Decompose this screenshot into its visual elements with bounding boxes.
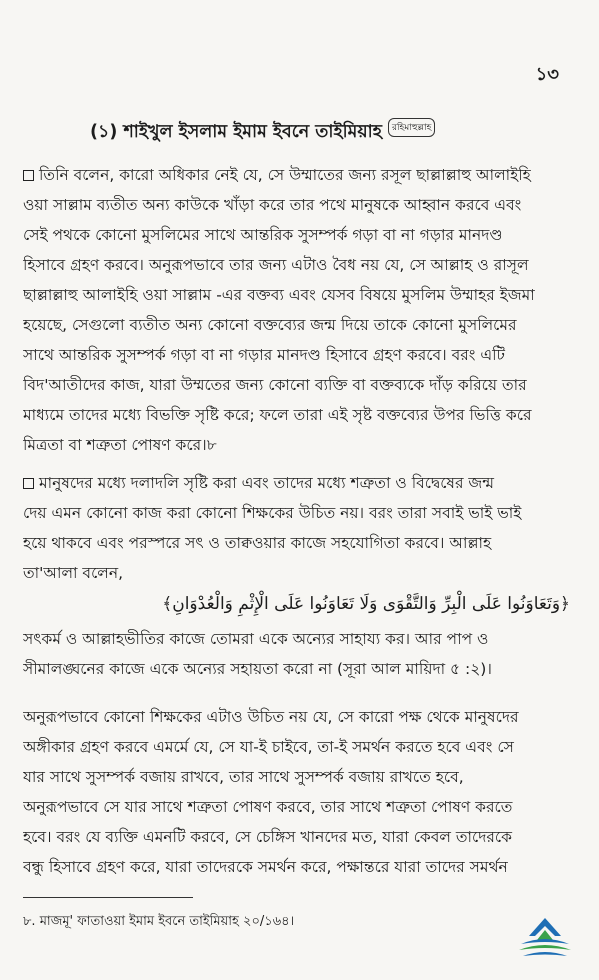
paragraph-line: সীমালঙ্ঘনের কাজে একে অন্যের সহায়তা করো না (সূরা আল মায়িদা ৫ :২)। (23, 660, 492, 678)
paragraph-line: তিনি বলেন, কারো অধিকার নেই যে, সে উম্মাতের জন্য রসূল ছাল্লাল্লাহু আলাইহি (23, 160, 583, 190)
paragraph-1 (23, 160, 583, 460)
paragraph-line: হবে। বরং যে ব্যক্তি এমনটি করবে, সে চেঙ্গিস খানদের মত, যারা কেবল তাদেরকে (23, 828, 512, 846)
paragraph-line: সৎকর্ম ও আল্লাহভীতির কাজে তোমরা একে অন্যের সাহায্য কর। আর পাপ ও (23, 630, 489, 648)
paragraph-line: হিসাবে গ্রহণ করবে। অনুরূপভাবে তার জন্য এটাও বৈধ নয় যে, সে আল্লাহ ও রাসূল (23, 256, 529, 274)
paragraph-line: অঙ্গীকার গ্রহণ করবে এমর্মে যে, সে যা-ই চাইবে, তা-ই সমর্থন করতে হবে এবং সে (23, 738, 514, 756)
paragraph-4 (23, 702, 583, 882)
paragraph-line: ছাল্লাল্লাহু আলাইহি ওয়া সাল্লাম -এর বক্তব্য এবং যেসব বিষয়ে মুসলিম উম্মাহর ইজমা (23, 286, 535, 304)
paragraph-line: মাধ্যমে তাদের মধ্যে বিভক্তি সৃষ্টি করে; ফলে তারা এই সৃষ্ট বক্তব্যের উপর ভিত্তি করে (23, 406, 532, 424)
paragraph-line: সেই পথকে কোনো মুসলিমের সাথে আন্তরিক সুসম্পর্ক গড়া বা না গড়ার মানদণ্ড (23, 226, 503, 244)
verse-translation (23, 624, 583, 684)
heading-text: (১) শাইখুল ইসলাম ইমাম ইবনে তাইমিয়াহ (90, 121, 382, 142)
quran-verse-arabic: ﴿وَتَعَاوَنُوا عَلَى الْبِرِّ وَالتَّقْوَى وَلَا تَعَاوَنُوا عَلَى الْإِثْمِ وَالْعُدْوَانِ﴾ (162, 594, 570, 614)
paragraph-line: হয়েছে, সেগুলো ব্যতীত অন্য কোনো বক্তব্যের জন্ম দিয়ে তাকে কোনো মুসলিমের (23, 316, 517, 334)
bullet-square-icon (23, 170, 34, 181)
paragraph-line: অনুরূপভাবে সে যার সাথে শত্রুতা পোষণ করবে, তার সাথে শত্রুতা পোষণ করতে (23, 798, 513, 816)
publisher-logo-icon (515, 914, 575, 966)
honorific-calligraphy: রহিমাহুল্লাহ (388, 118, 435, 137)
paragraph-line: মিত্রতা বা শত্রুতা পোষণ করে।৮ (23, 436, 217, 454)
footnote: ৮. মাজমূ' ফাতাওয়া ইমাম ইবনে তাইমিয়াহ ২০/১৬৪। (23, 914, 295, 929)
paragraph-line: সাথে আন্তরিক সুসম্পর্ক গড়া বা না গড়ার মানদণ্ড হিসাবে গ্রহণ করবে। বরং এটি (23, 346, 505, 364)
footnote-divider (23, 897, 193, 898)
paragraph-line: অনুরূপভাবে কোনো শিক্ষকের এটাও উচিত নয় যে, সে কারো পক্ষ থেকে মানুষদের (23, 708, 519, 726)
paragraph-line: যার সাথে সুসম্পর্ক বজায় রাখবে, তার সাথে সুসম্পর্ক বজায় রাখতে হবে, (23, 768, 464, 786)
bullet-square-icon (23, 478, 34, 489)
paragraph-line: ওয়া সাল্লাম ব্যতীত অন্য কাউকে খাঁড়া করে তার পথে মানুষকে আহ্বান করবে এবং (23, 196, 522, 214)
paragraph-line: বিদ'আতীদের কাজ, যারা উম্মতের জন্য কোনো ব্যক্তি বা বক্তব্যকে দাঁড় করিয়ে তার (23, 376, 527, 394)
paragraph-2 (23, 468, 583, 588)
paragraph-line: মানুষদের মধ্যে দলাদলি সৃষ্টি করা এবং তাদের মধ্যে শত্রুতা ও বিদ্বেষের জন্ম (23, 468, 583, 498)
paragraph-line: বন্ধু হিসাবে গ্রহণ করে, যারা তাদেরকে সমর্থন করে, পক্ষান্তরে যারা তাদের সমর্থন (23, 858, 508, 876)
page-number: ১৩ (535, 64, 559, 85)
paragraph-line: হয়ে থাকবে এবং পরস্পরে সৎ ও তাক্বওয়ার কাজে সহযোগিতা করবে। আল্লাহ (23, 534, 492, 552)
paragraph-line: তা'আলা বলেন, (23, 564, 124, 582)
paragraph-line: দেয় এমন কোনো কাজ করা কোনো শিক্ষকের উচিত নয়। বরং তারা সবাই ভাই ভাই (23, 504, 522, 522)
section-heading (90, 118, 520, 148)
